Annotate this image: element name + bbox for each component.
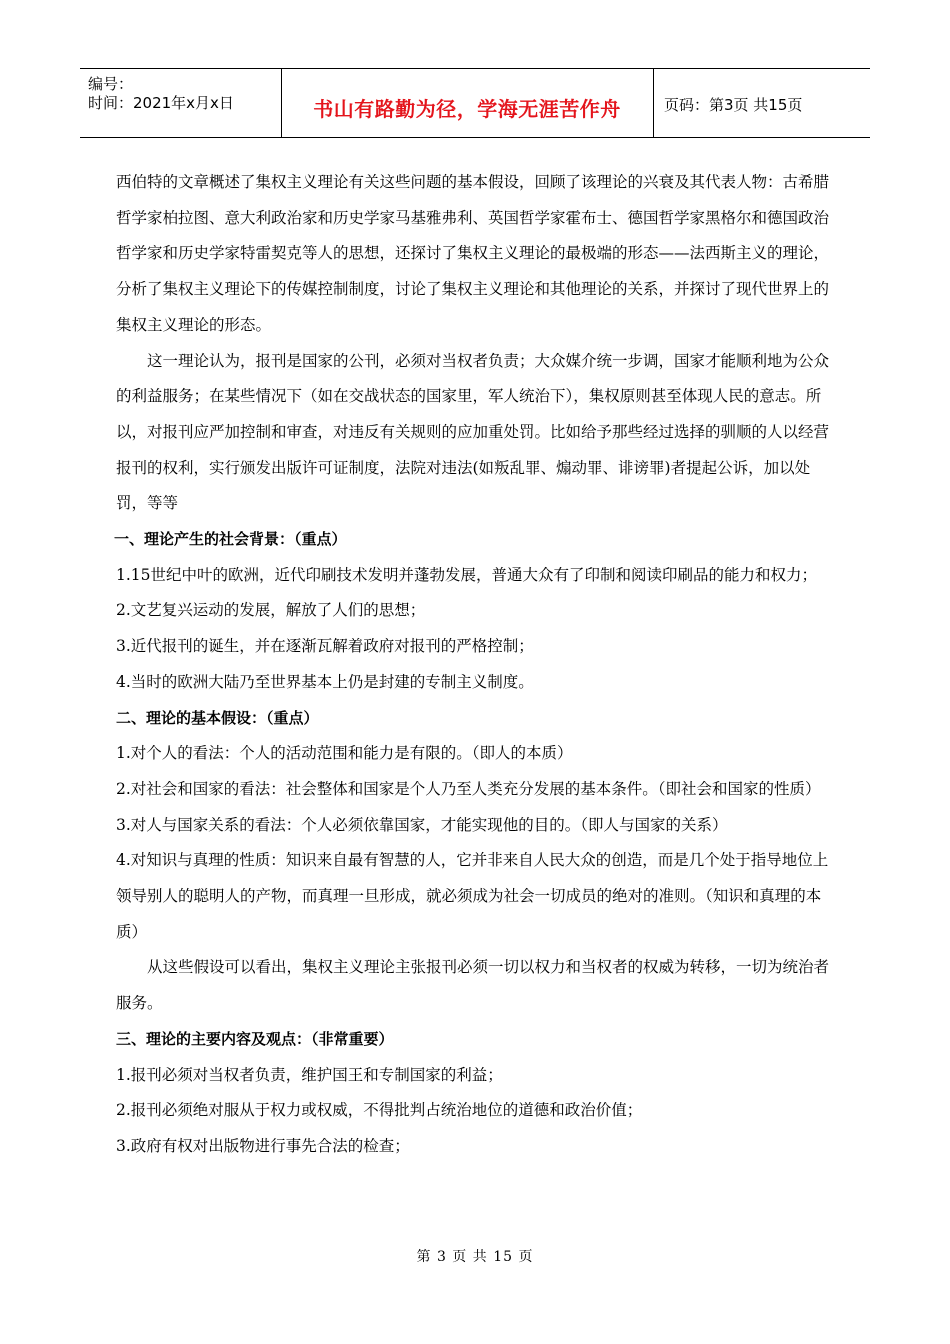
section-1-item-2: 2.文艺复兴运动的发展，解放了人们的思想； — [116, 601, 426, 620]
section-3-title: 三、理论的主要内容及观点：（非常重要） — [116, 1029, 394, 1048]
section-1-title: 一、理论产生的社会背景：（重点） — [114, 530, 347, 549]
section-2-item-1: 1.对个人的看法：个人的活动范围和能力是有限的。（即人的本质） — [116, 744, 573, 763]
section-3-item-3: 3.政府有权对出版物进行事先合法的检查； — [116, 1136, 410, 1155]
section-1-item-1: 1.15世纪中叶的欧洲，近代印刷技术发明并蓬勃发展，普通大众有了印制和阅读印刷品的能力和权力； — [116, 565, 818, 584]
intro-paragraph-2: 这一理论认为，报刊是国家的公刊，必须对当权者负责；大众媒介统一步调，国家才能顺利地为公众的利益服务；在某些情况下（如在交战状态的国家里，军人统治下），集权原则甚至体现人民的意志。所以，对报刊应严加控制和审查，对违反有关规则的应加重处罚。比如给予那些经过选择的驯顺的人以经营报刊的权利，实行颁发出版许可证制度，法院对违法(如叛乱罪、煽动罪、诽谤罪)者提起公诉，加以处罚，等等 — [116, 351, 830, 513]
section-2-conclusion: 从这些假设可以看出，集权主义理论主张报刊必须一切以权力和当权者的权威为转移，一切为统治者服务。 — [116, 958, 830, 1013]
page-info: 页码：第3页 共15页 — [664, 96, 803, 114]
document-body — [116, 165, 838, 1165]
section-3-item-1: 1.报刊必须对当权者负责，维护国王和专制国家的利益； — [116, 1065, 503, 1084]
motto: 书山有路勤为径，学海无涯苦作舟 — [313, 97, 621, 121]
header-meta-cell — [80, 69, 282, 137]
section-2-item-4: 4.对知识与真理的性质：知识来自最有智慧的人，它并非来自人民大众的创造，而是几个处于指导地位上领导别人的聪明人的产物，而真理一旦形成，就必须成为社会一切成员的绝对的准则。（知识和真理的本质） — [116, 851, 829, 941]
header-page-cell — [654, 69, 870, 137]
intro-paragraph-1: 西伯特的文章概述了集权主义理论有关这些问题的基本假设，回顾了该理论的兴衰及其代表人物：古希腊哲学家柏拉图、意大利政治家和历史学家马基雅弗利、英国哲学家霍布士、德国哲学家黑格尔和德国政治哲学家和历史学家特雷契克等人的思想，还探讨了集权主义理论的最极端的形态——法西斯主义的理论，分析了集权主义理论下的传媒控制制度，讨论了集权主义理论和其他理论的关系，并探讨了现代世界上的集权主义理论的形态。 — [116, 173, 830, 334]
section-3-item-2: 2.报刊必须绝对服从于权力或权威，不得批判占统治地位的道德和政治价值； — [116, 1101, 643, 1120]
section-1-item-4: 4.当时的欧洲大陆乃至世界基本上仍是封建的专制主义制度。 — [116, 672, 534, 691]
section-2-item-2: 2.对社会和国家的看法：社会整体和国家是个人乃至人类充分发展的基本条件。（即社会和国家的性质） — [116, 779, 821, 798]
section-2-item-3: 3.对人与国家关系的看法：个人必须依靠国家，才能实现他的目的。（即人与国家的关系） — [116, 815, 728, 834]
number-label: 编号： — [88, 75, 134, 93]
page-footer: 第 3 页 共 15 页 — [416, 1249, 534, 1265]
section-1-item-3: 3.近代报刊的诞生，并在逐渐瓦解着政府对报刊的严格控制； — [116, 637, 534, 656]
section-2-title: 二、理论的基本假设：（重点） — [116, 708, 319, 727]
time-label: 时间：2021年x月x日 — [88, 94, 234, 112]
document-header — [80, 68, 870, 138]
header-motto-cell — [281, 69, 654, 137]
